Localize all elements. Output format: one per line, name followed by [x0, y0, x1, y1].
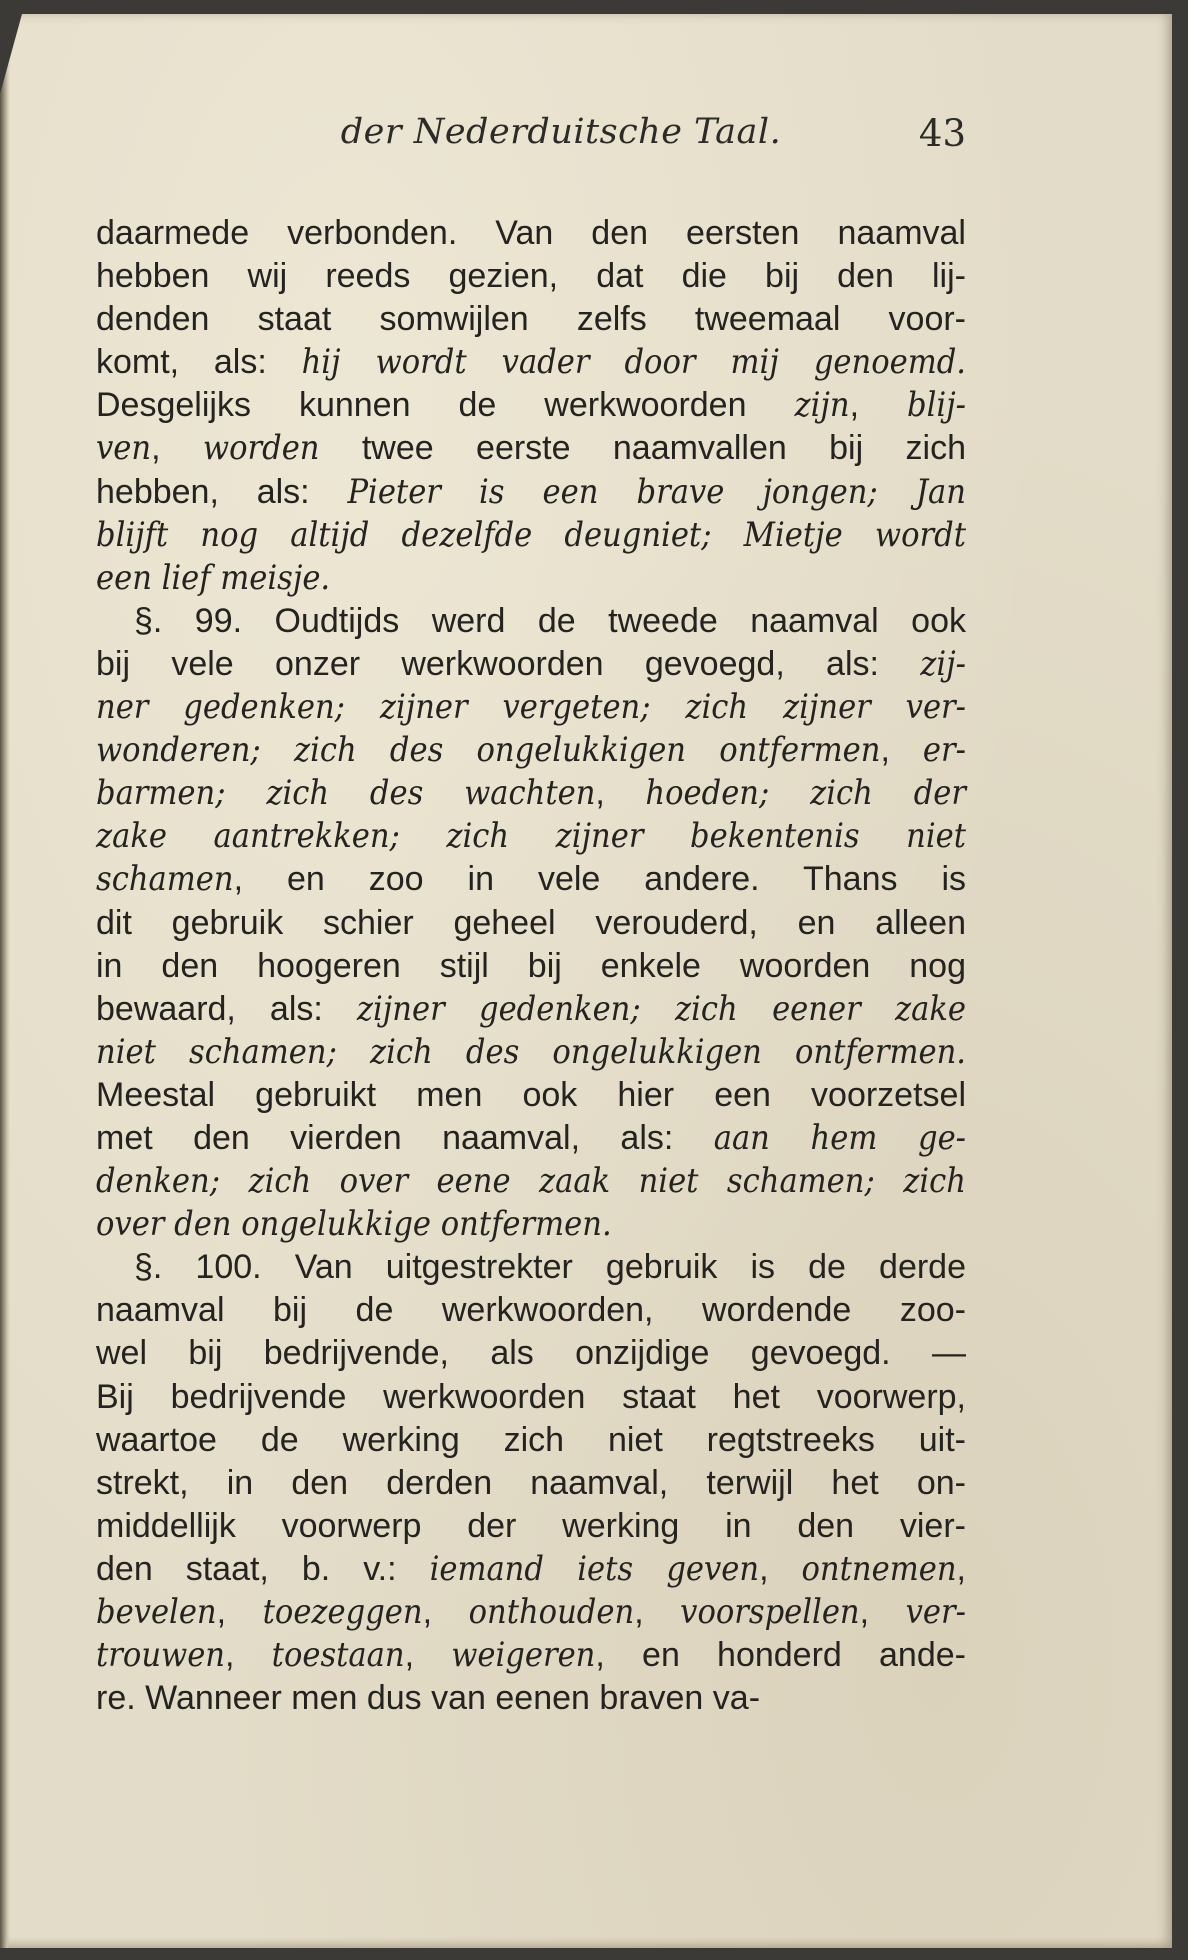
- text-line: [96, 1031, 966, 1074]
- text-line: [96, 686, 966, 729]
- text-segment: in den hoogeren stijl bij enkele woorden nog: [96, 946, 966, 985]
- page-header: [96, 112, 966, 160]
- italic-segment: weigeren: [451, 1635, 596, 1676]
- text-segment: bewaard, als:: [96, 989, 357, 1028]
- italic-segment: zij-: [920, 643, 966, 684]
- text-line: [96, 902, 966, 945]
- text-segment: daarmede verbonden. Van den eersten naamval: [96, 214, 966, 252]
- italic-segment: ver-: [905, 1592, 966, 1632]
- text-line: [96, 427, 966, 470]
- text-segment: dit gebruik schier geheel verouderd, en alleen: [96, 903, 966, 942]
- italic-segment: er-: [922, 730, 966, 771]
- italic-segment: wonderen; zich des ongelukkigen ontfermen: [96, 730, 881, 771]
- italic-segment: zake aantrekken; zich zijner bekentenis niet: [96, 816, 966, 857]
- text-segment: ,: [634, 1593, 681, 1631]
- text-segment: strekt, in den derden naamval, terwijl het on-: [96, 1463, 966, 1502]
- text-line: [96, 772, 966, 815]
- italic-segment: ner gedenken; zijner vergeten; zich zijner ver-: [96, 687, 966, 728]
- body-text: [96, 212, 966, 1720]
- text-line: [96, 341, 966, 384]
- text-segment: ,: [759, 1549, 802, 1588]
- text-line: [96, 643, 966, 686]
- page-number: 43: [918, 112, 966, 155]
- text-segment: hebben, als:: [96, 472, 348, 511]
- italic-segment: een lief meisje.: [96, 557, 331, 598]
- text-segment: bij vele onzer werkwoorden gevoegd, als:: [96, 644, 921, 683]
- book-page: [0, 14, 1172, 1948]
- italic-segment: schamen: [96, 859, 234, 900]
- text-line: [96, 729, 966, 772]
- text-line: [96, 1289, 966, 1332]
- italic-segment: iemand iets geven: [429, 1548, 760, 1589]
- text-line: [96, 988, 966, 1031]
- text-line: [96, 1160, 966, 1203]
- text-segment: twee eerste naamvallen bij zich: [319, 429, 966, 468]
- italic-segment: blijft nog altijd dezelfde deugniet; Mietje wordt: [96, 514, 966, 555]
- italic-segment: zijn: [794, 385, 850, 426]
- text-line: [96, 945, 966, 988]
- italic-segment: niet schamen; zich des ongelukkigen ontfermen.: [96, 1031, 966, 1072]
- italic-segment: toestaan: [271, 1635, 405, 1676]
- italic-segment: hoeden; zich der: [645, 773, 966, 814]
- text-line: [96, 298, 966, 341]
- italic-segment: over den ongelukkige ontfermen.: [96, 1204, 612, 1245]
- italic-segment: zijner gedenken; zich eener zake: [356, 988, 966, 1029]
- text-line: [96, 384, 966, 427]
- text-segment: ,: [404, 1636, 452, 1675]
- text-line: [96, 255, 966, 298]
- text-line: [96, 1332, 966, 1375]
- page-binding-edge: [0, 14, 10, 1948]
- text-segment: Bij bedrijvende werkwoorden staat het voorwerp,: [96, 1377, 966, 1416]
- text-segment: naamval bij de werkwoorden, wordende zoo-: [96, 1291, 966, 1330]
- italic-segment: bevelen: [96, 1592, 217, 1632]
- text-segment: re. Wanneer men dus van eenen braven va-: [96, 1679, 761, 1718]
- text-segment: ,: [849, 386, 908, 425]
- text-line: [96, 1677, 966, 1720]
- text-segment: wel bij bedrijvende, als onzijdige gevoegd. —: [96, 1334, 966, 1373]
- italic-segment: Pieter is een brave jongen; Jan: [347, 471, 966, 512]
- italic-segment: trouwen: [96, 1635, 226, 1676]
- text-segment: komt, als:: [96, 343, 302, 382]
- text-line: [96, 1246, 966, 1289]
- italic-segment: hij wordt vader door mij genoemd.: [301, 342, 966, 383]
- torn-corner: [0, 14, 22, 94]
- text-line: [96, 1419, 966, 1462]
- text-segment: ,: [422, 1593, 469, 1631]
- text-segment: ,: [859, 1593, 906, 1631]
- italic-segment: voorspellen: [680, 1592, 860, 1632]
- text-segment: , en zoo in vele andere. Thans is: [233, 860, 966, 899]
- text-segment: §. 99. Oudtijds werd de tweede naamval ook: [134, 601, 966, 640]
- text-segment: Desgelijks kunnen de werkwoorden: [96, 386, 795, 425]
- italic-segment: toezeggen: [262, 1592, 423, 1632]
- text-line: [96, 1117, 966, 1160]
- text-segment: den staat, b. v.:: [96, 1549, 430, 1588]
- text-segment: denden staat somwijlen zelfs tweemaal voor-: [96, 300, 966, 339]
- running-title: der Nederduitsche Taal.: [340, 112, 782, 152]
- text-line: [96, 1591, 966, 1634]
- text-line: [96, 600, 966, 643]
- italic-segment: worden: [202, 428, 320, 469]
- text-line: [96, 1634, 966, 1677]
- text-segment: ,: [151, 429, 203, 468]
- text-line: [96, 1074, 966, 1117]
- italic-segment: ven: [96, 428, 152, 469]
- text-line: [96, 1376, 966, 1419]
- italic-segment: ontnemen: [801, 1548, 957, 1589]
- italic-segment: onthouden: [468, 1592, 635, 1632]
- italic-segment: barmen; zich des wachten: [96, 773, 596, 814]
- text-segment: ,: [225, 1636, 272, 1675]
- text-segment: waartoe de werking zich niet regtstreeks uit-: [96, 1420, 966, 1459]
- text-segment: , en honderd ande-: [595, 1636, 966, 1675]
- italic-segment: aan hem ge-: [713, 1117, 966, 1158]
- text-line: [96, 514, 966, 557]
- text-segment: §. 100. Van uitgestrekter gebruik is de derde: [134, 1248, 966, 1287]
- text-line: [96, 1548, 966, 1591]
- text-segment: met den vierden naamval, als:: [96, 1118, 714, 1157]
- text-line: [96, 1203, 966, 1246]
- text-line: [96, 1462, 966, 1505]
- text-segment: Meestal gebruikt men ook hier een voorzetsel: [96, 1075, 966, 1114]
- text-line: [96, 212, 966, 255]
- text-line: [96, 815, 966, 858]
- text-segment: ,: [880, 731, 923, 770]
- text-line: [96, 858, 966, 901]
- text-segment: ,: [595, 774, 646, 813]
- text-line: [96, 1505, 966, 1548]
- text-segment: ,: [216, 1593, 263, 1631]
- text-line: [96, 471, 966, 514]
- italic-segment: blij-: [907, 385, 966, 426]
- text-segment: ,: [956, 1549, 966, 1588]
- text-segment: middellijk voorwerp der werking in den vier-: [96, 1506, 966, 1545]
- italic-segment: denken; zich over eene zaak niet schamen; zich: [96, 1161, 966, 1202]
- text-segment: hebben wij reeds gezien, dat die bij den lij-: [96, 257, 966, 296]
- text-line: [96, 557, 966, 600]
